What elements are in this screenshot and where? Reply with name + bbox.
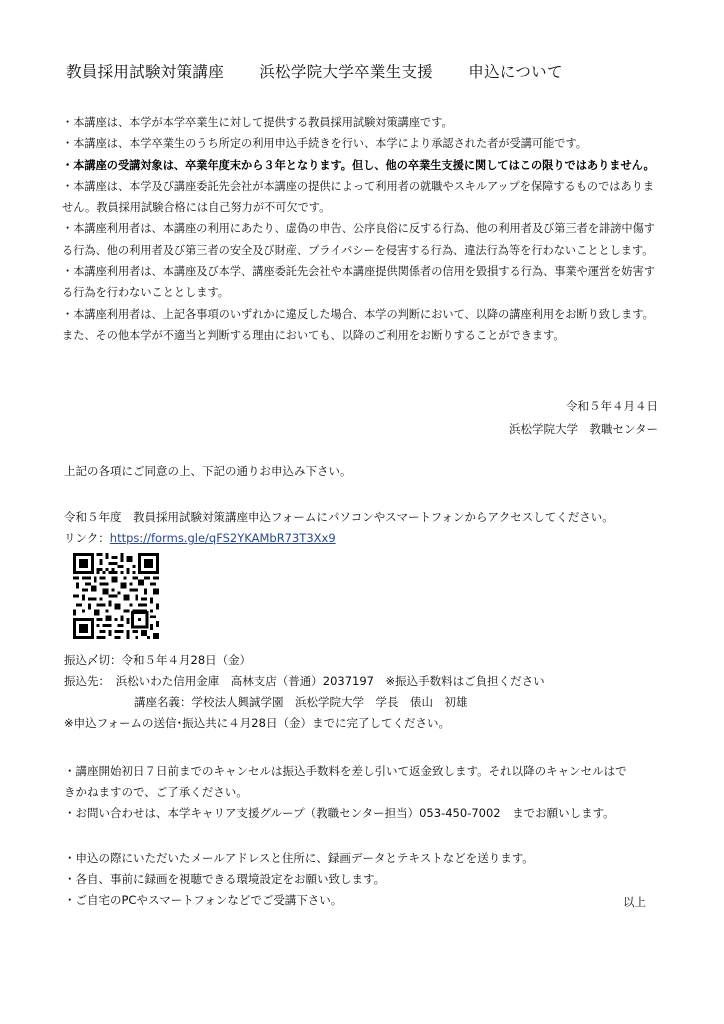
terms-item: ・本講座は、本学及び講座委託先会社が本講座の提供によって利用者の就職やスキルアップを保障するものではありません。教員採用試験合格には自己努力が不可欠です。 — [62, 179, 655, 215]
terms-item: ・本講座利用者は、本講座及び本学、講座委託先会社や本講座提供関係者の信用を毀損する行為、事業や運営を妨害する行為を行わないこととします。 — [62, 265, 655, 300]
payment-deadline: 振込〆切：令和５年４月28日（金） — [64, 653, 252, 667]
issue-date: 令和５年４月４日 — [566, 399, 658, 413]
contact-info: ・お問い合わせは、本学キャリア支援グループ（教職センター担当）053-450-7002 までお願いします。 — [64, 806, 615, 820]
title-part-course: 教員採用試験対策講座 — [66, 63, 225, 81]
form-link-row — [64, 528, 614, 549]
misc-block — [64, 848, 534, 911]
agree-text: 上記の各項にご同意の上、下記の通りお申込み下さい。 — [64, 464, 352, 478]
terms-item-eligibility: ・本講座の受講対象は、卒業年度末から３年となります。但し、他の卒業生支援に関してはこの限りではありません。 — [62, 158, 655, 172]
issuer-block — [509, 395, 658, 441]
issuer-org: 浜松学院大学 教職センター — [508, 422, 658, 436]
closing-mark: 以上 — [623, 895, 646, 909]
cancel-policy-line2: きかねますので、ご了承ください。 — [64, 785, 248, 799]
title-part-support: 浜松学院大学卒業生支援 — [259, 63, 434, 81]
payment-destination: 振込先： 浜松いわた信用金庫 高林支店（普通）2037197 ※振込手数料はご負担ください — [64, 674, 545, 688]
misc-item: ・ご自宅のPCやスマートフォンなどでご受講下さい。 — [64, 893, 343, 907]
payment-note: ※申込フォームの送信･振込共に４月28日（金）までに完了してください。 — [64, 716, 450, 730]
title-part-application: 申込について — [468, 63, 563, 81]
form-block — [64, 507, 614, 549]
cancel-block — [64, 761, 627, 824]
form-intro: 令和５年度 教員採用試験対策講座申込フォームにパソコンやスマートフォンからアクセスしてください。 — [64, 510, 614, 524]
terms-item: ・本講座は、本学が本学卒業生に対して提供する教員採用試験対策講座です。 — [62, 116, 453, 129]
misc-item: ・申込の際にいただいたメールアドレスと住所に、録画データとテキストなどを送ります。 — [64, 851, 534, 865]
terms-item: ・本講座利用者は、上記各事項のいずれかに違反した場合、本学の判断において、以降の講座利用をお断り致します。また、その他本学が不適当と判断する理由においても、以降のご利用をお断りすることができます。 — [62, 307, 654, 342]
misc-item: ・各自、事前に録画を視聴できる環境設定をお願い致します。 — [64, 872, 386, 886]
cancel-policy-line1: ・講座開始初日７日前までのキャンセルは振込手数料を差し引いて返金致します。それ以降のキャンセルはで — [64, 764, 627, 778]
terms-list — [62, 112, 662, 346]
terms-item: ・本講座は、本学卒業生のうち所定の利用申込手続きを行い、本学により承認された者が受講可能です。 — [62, 137, 587, 151]
page-title — [66, 60, 563, 82]
terms-item: ・本講座利用者は、本講座の利用にあたり、虚偽の申告、公序良俗に反する行為、他の利用者及び第三者を誹謗中傷する行為、他の利用者及び第三者の安全及び財産、プライバシーを侵害する行為、違法行為等を行わないこととします。 — [62, 222, 655, 257]
payment-block — [64, 650, 545, 734]
form-link-label: リンク： — [64, 531, 110, 545]
qr-code-icon[interactable] — [73, 553, 159, 639]
form-link[interactable]: https://forms.gle/qFS2YKAMbR73T3Xx9 — [109, 531, 336, 545]
payment-account-name: 講座名義：学校法人興誠学園 浜松学院大学 学長 俵山 初雄 — [134, 695, 468, 709]
